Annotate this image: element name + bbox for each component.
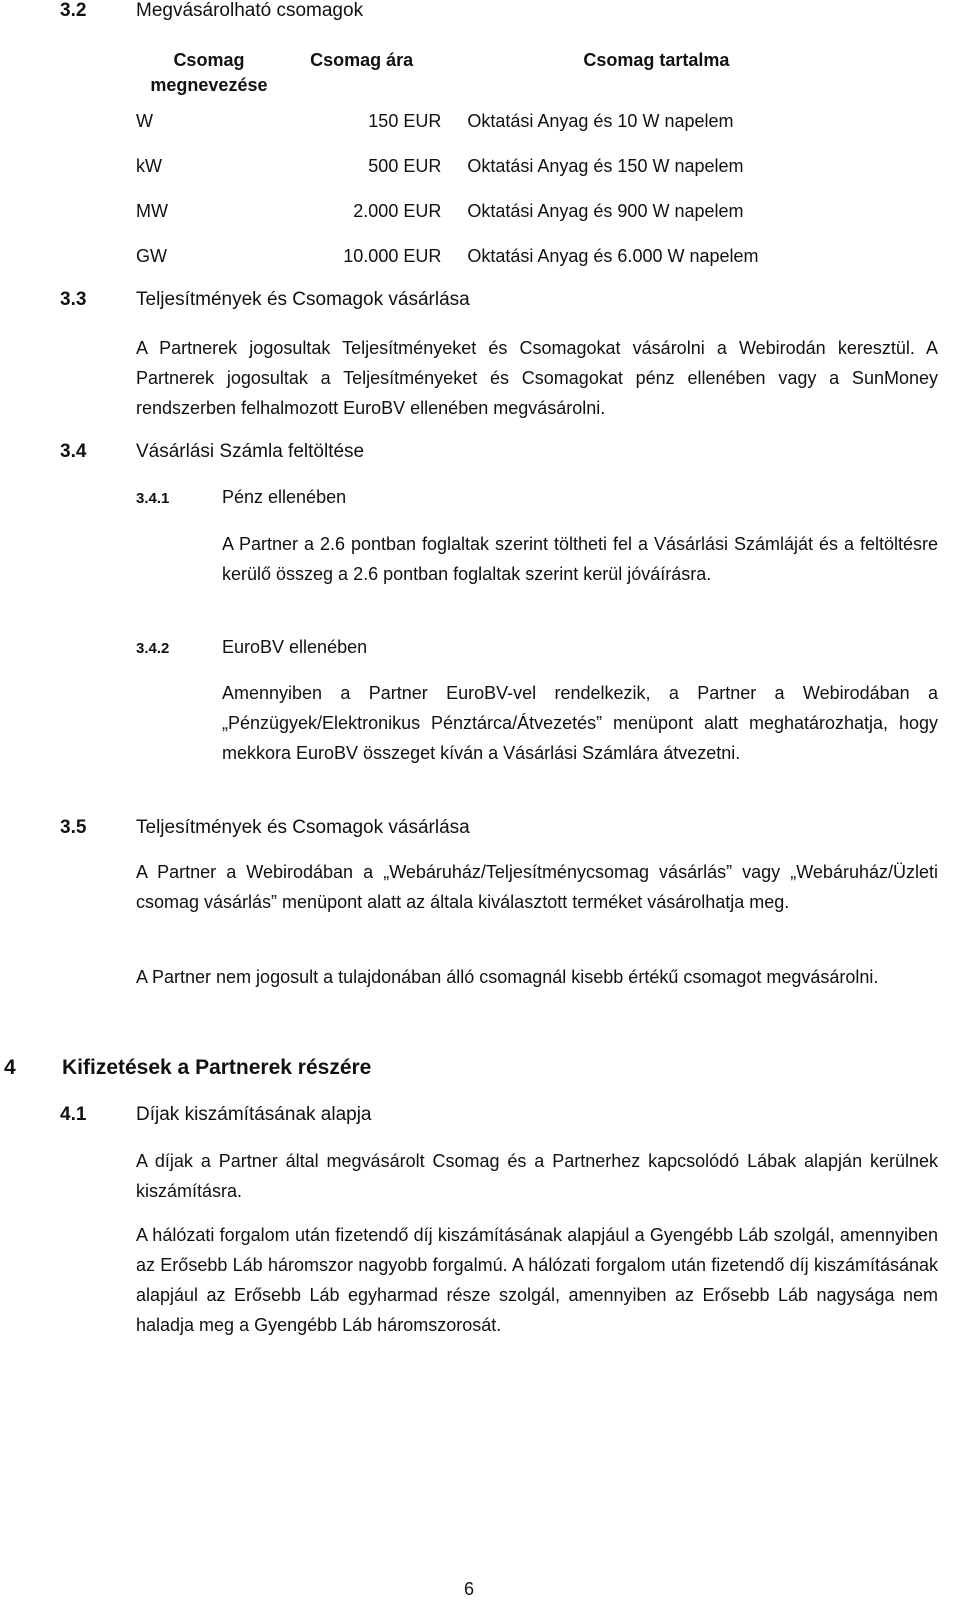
paragraph-3-4-1: [222, 529, 938, 589]
heading-3-4: [60, 437, 364, 467]
package-content: Oktatási Anyag és 6.000 W napelem: [467, 245, 759, 266]
paragraph-text: A díjak a Partner által megvásárolt Csomag és a Partnerhez kapcsolódó Lábak alapján kerülnek kiszámításra.: [136, 1151, 938, 1201]
section-number: 3.4.2: [136, 640, 170, 657]
paragraph-3-4-2: [222, 678, 938, 768]
section-number: 3.2: [60, 0, 87, 21]
paragraph-text: A Partner a Webirodában a „Webáruház/Teljesítménycsomag vásárlás” vagy „Webáruház/Üzleti csomag vásárlás” menüpont alatt az általa kiválasztott terméket vásárolhatja meg.: [136, 862, 938, 912]
package-price: 10.000 EUR: [343, 245, 442, 266]
package-name: MW: [136, 200, 168, 221]
table-row: [136, 98, 960, 143]
paragraph-3-5-a: [136, 857, 938, 917]
paragraph-3-5-b: [136, 962, 938, 992]
heading-4-1: [60, 1100, 372, 1130]
section-number: 3.4.1: [136, 490, 170, 507]
section-title: Megvásárolható csomagok: [136, 0, 364, 21]
paragraph-text: A Partnerek jogosultak Teljesítményeket és Csomagokat vásárolni a Webirodán keresztül. A Partnerek jogosultak a Teljesítményeket és Csomagokat pénz ellenében vagy a SunMoney rendszerben felhalmozott EuroBV ellenében megvásárolni.: [136, 338, 938, 418]
heading-3-4-1: [136, 482, 346, 514]
page-number: 6: [464, 1579, 475, 1599]
section-title: Kifizetések a Partnerek részére: [62, 1056, 372, 1079]
section-number: 3.3: [60, 289, 87, 310]
header-package-price: Csomag ára: [310, 50, 414, 70]
section-number: 4.1: [60, 1104, 87, 1125]
table-row: [136, 143, 960, 188]
package-price: 500 EUR: [368, 155, 442, 176]
paragraph-text: A Partner nem jogosult a tulajdonában álló csomagnál kisebb értékű csomagot megvásárolni.: [136, 967, 879, 987]
table-row: [136, 233, 960, 278]
packages-table: [136, 48, 960, 278]
package-name: GW: [136, 245, 167, 266]
table-header-row: [136, 48, 960, 98]
paragraph-text: A Partner a 2.6 pontban foglaltak szerint töltheti fel a Vásárlási Számláját és a feltöltésre kerülő összeg a 2.6 pontban foglaltak szerint kerül jóváírásra.: [222, 534, 938, 584]
section-title: Teljesítmények és Csomagok vásárlása: [136, 817, 470, 838]
section-number: 3.4: [60, 441, 87, 462]
package-content: Oktatási Anyag és 150 W napelem: [467, 155, 744, 176]
section-number: 3.5: [60, 817, 87, 838]
paragraph-3-3: [136, 333, 938, 423]
header-package-content: Csomag tartalma: [583, 50, 730, 70]
heading-3-4-2: [136, 632, 367, 664]
heading-3-5: [60, 813, 470, 843]
table-row: [136, 188, 960, 233]
package-content: Oktatási Anyag és 900 W napelem: [467, 200, 744, 221]
section-title: Teljesítmények és Csomagok vásárlása: [136, 289, 470, 310]
paragraph-text: A hálózati forgalom után fizetendő díj kiszámításának alapjául a Gyengébb Láb szolgál, amennyiben az Erősebb Láb háromszor nagyobb forgalmú. A hálózati forgalom után fizetendő díj kiszámításának alapjául az Erősebb Láb egyharmad része szolgál, amennyiben az Erősebb Láb nagysága nem haladja meg a Gyengébb Láb háromszorosát.: [136, 1225, 938, 1335]
section-number: 4: [4, 1056, 16, 1079]
heading-3-3: [60, 285, 470, 315]
section-title: Pénz ellenében: [222, 487, 347, 507]
paragraph-4-1-b: [136, 1220, 938, 1340]
paragraph-4-1-a: [136, 1146, 938, 1206]
package-name: kW: [136, 155, 162, 176]
paragraph-text: Amennyiben a Partner EuroBV-vel rendelkezik, a Partner a Webirodában a „Pénzügyek/Elektronikus Pénztárca/Átvezetés” menüpont alatt meghatározhatja, hogy mekkora EuroBV összeget kíván a Vásárlási Számlára átvezetni.: [222, 683, 938, 763]
section-title: Vásárlási Számla feltöltése: [136, 441, 365, 462]
heading-4: [4, 1053, 371, 1083]
section-title: EuroBV ellenében: [222, 637, 368, 657]
package-price: 2.000 EUR: [353, 200, 442, 221]
package-price: 150 EUR: [368, 110, 442, 131]
section-title: Díjak kiszámításának alapja: [136, 1104, 372, 1125]
header-package-name: Csomag megnevezése: [150, 50, 268, 95]
package-name: W: [136, 110, 153, 131]
heading-3-2: [60, 0, 363, 26]
package-content: Oktatási Anyag és 10 W napelem: [467, 110, 734, 131]
